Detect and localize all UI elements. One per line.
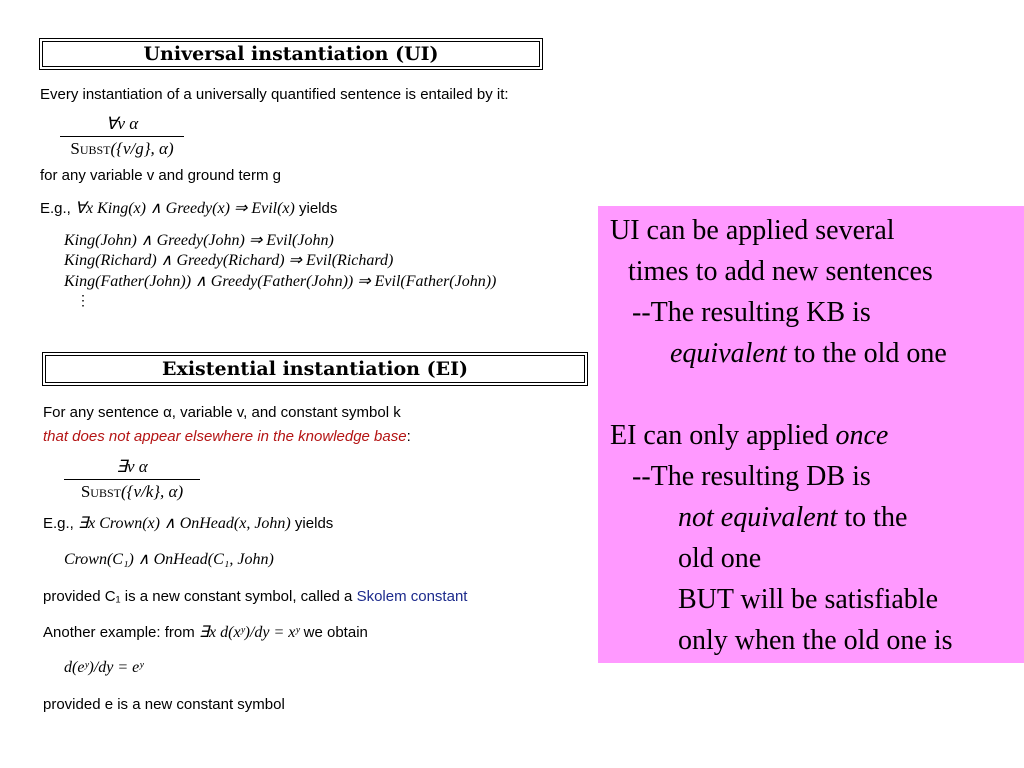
ei-rule (64, 457, 200, 502)
subst-op: Subst (70, 139, 111, 158)
eg-prefix: E.g., (43, 515, 79, 532)
skolem-constant-link[interactable]: Skolem constant (356, 588, 468, 605)
note-line-7 (678, 501, 907, 535)
note-line-7-rest: to the (837, 502, 908, 533)
note-line-9: BUT will be satisfiable (678, 584, 938, 615)
ui-rule (60, 114, 184, 159)
ei-title-box (42, 352, 588, 386)
fraction-bar (60, 136, 184, 137)
ei-another-result: d(eʸ)/dy = eʸ (64, 659, 144, 676)
provided-text: provided C₁ is a new constant symbol, called a (43, 588, 357, 605)
ei-intro-condition (43, 428, 411, 446)
colon: : (406, 428, 411, 445)
ui-yield-1: King(John) ∧ Greedy(John) ⇒ Evil(John) (64, 232, 334, 249)
ui-title-box (39, 38, 543, 70)
note-line-8: old one (678, 543, 762, 574)
note-line-4-rest: to the old one (786, 338, 947, 369)
eg-suffix: yields (290, 515, 334, 532)
eg-suffix: yields (294, 200, 338, 217)
ui-rule-numerator: ∀v α (105, 114, 139, 133)
ui-rule-denominator (60, 139, 184, 159)
ei-example (43, 515, 333, 533)
ei-title: Existential instantiation (EI) (45, 355, 585, 383)
ei-eg-formula: ∃x Crown(x) ∧ OnHead(x, John) (78, 515, 291, 532)
note-line-4 (670, 337, 947, 371)
eg-prefix: E.g., (40, 200, 76, 217)
ui-eg-formula: ∀x King(x) ∧ Greedy(x) ⇒ Evil(x) (75, 200, 295, 217)
not-equivalent-italic: not equivalent (678, 502, 838, 533)
note-box (598, 206, 1024, 663)
once-italic: once (835, 420, 889, 451)
equivalent-italic: equivalent (670, 338, 787, 369)
ei-another-example (43, 624, 368, 642)
ei-provided-e: provided e is a new constant symbol (43, 696, 285, 713)
note-line-1: UI can be applied several (610, 215, 895, 246)
note-line-3: --The resulting KB is (632, 297, 871, 328)
ui-any-variable: for any variable v and ground term g (40, 167, 281, 184)
fraction-bar (64, 479, 200, 480)
note-line-10: only when the old one is (678, 625, 953, 656)
ui-example (40, 200, 337, 218)
ei-condition-red: that does not appear elsewhere in the knowledge base (43, 428, 407, 445)
ui-intro: Every instantiation of a universally quantified sentence is entailed by it: (40, 86, 509, 103)
subst-args: ({v/k}, α) (120, 482, 184, 501)
ui-title: Universal instantiation (UI) (42, 41, 540, 67)
another-suffix: we obtain (299, 624, 368, 641)
subst-op: Subst (80, 482, 121, 501)
ei-provided-skolem (43, 588, 467, 606)
ei-rule-numerator: ∃v α (116, 457, 148, 476)
ei-intro: For any sentence α, variable v, and constant symbol k (43, 404, 401, 421)
note-line-5 (610, 419, 888, 453)
ui-yield-3: King(Father(John)) ∧ Greedy(Father(John)) ⇒ Evil(Father(John)) (64, 273, 497, 290)
ei-rule-denominator (64, 482, 200, 502)
note-line-6: --The resulting DB is (632, 461, 871, 492)
another-formula: ∃x d(xʸ)/dy = xʸ (198, 624, 300, 641)
ei-result: Crown(C₁) ∧ OnHead(C₁, John) (64, 551, 274, 568)
subst-args: ({v/g}, α) (110, 139, 174, 158)
ui-ellipsis: ⋮ (76, 294, 90, 309)
note-line-5-text: EI can only applied (610, 420, 836, 451)
another-prefix: Another example: from (43, 624, 199, 641)
note-line-2: times to add new sentences (628, 256, 933, 287)
ui-yield-2: King(Richard) ∧ Greedy(Richard) ⇒ Evil(Richard) (64, 252, 394, 269)
